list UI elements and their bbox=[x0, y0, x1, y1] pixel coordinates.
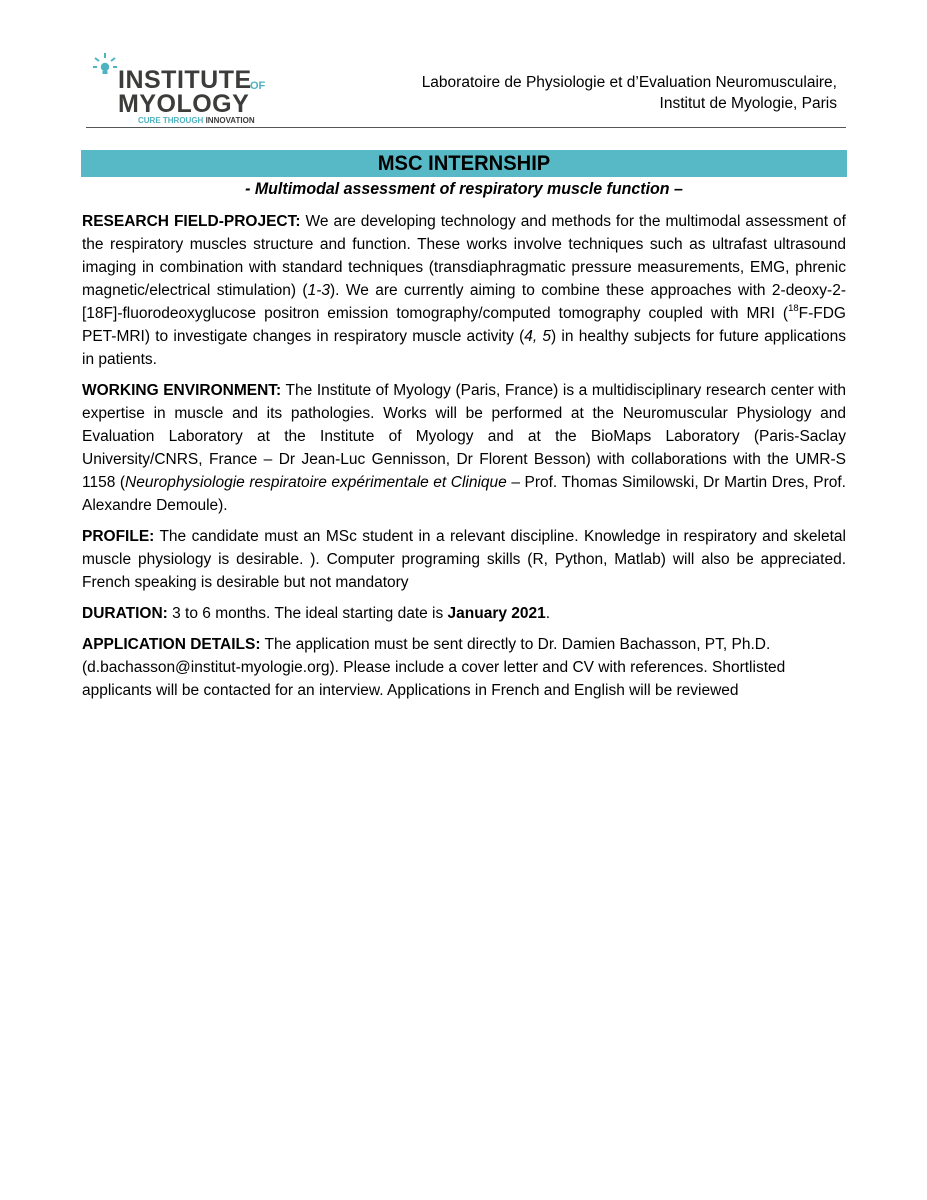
laboratory-name bbox=[422, 72, 837, 114]
section-text: ) in healthy subjects for future applications in patients. bbox=[82, 328, 846, 368]
section-text: ). We are currently aiming to combine these approaches with 2-deoxy-2-[18F]-fluorodeoxyglucose positron emission tomography/computed tomography coupled with MRI ( bbox=[82, 282, 846, 322]
citation-ref: 1-3 bbox=[307, 282, 330, 299]
logo-tagline-part1: CURE THROUGH bbox=[138, 116, 206, 125]
section-label: DURATION: bbox=[82, 605, 168, 622]
section-text: The candidate must an MSc student in a relevant discipline. Knowledge in respiratory and skeletal muscle physiology is desirable. ). Computer programing skills (R, Python, Matlab) will also be appreciated. French speaking is desirable but not mandatory bbox=[82, 528, 846, 591]
section-text: – Prof. Thomas Similowski, Dr Martin Dres, Prof. Alexandre Demoule). bbox=[82, 474, 846, 514]
institute-logo bbox=[86, 50, 276, 128]
section-duration bbox=[82, 602, 846, 625]
section-text: The Institute of Myology (Paris, France) is a multidisciplinary research center with expertise in muscle and its pathologies. Works will be performed at the Neuromuscular Physiology and Evaluation Laboratory at the Institute of Myology and at the BioMaps Laboratory (Paris-Saclay University/CNRS, France – Dr Jean-Luc Gennisson, Dr Florent Besson) with collaborations with the UMR-S 1158 ( bbox=[82, 382, 846, 491]
logo-tagline-part2: INNOVATION bbox=[205, 116, 255, 125]
logo-tagline bbox=[138, 117, 255, 125]
section-text: The application must be sent directly to Dr. Damien Bachasson, PT, Ph.D. (d.bachasson@institut-myologie.org). Please include a cover letter and CV with references. Shortlisted applicants will be contacted for an interview. Applications in French and English will be reviewed bbox=[82, 636, 786, 699]
citation-ref: 4, 5 bbox=[524, 328, 552, 345]
lab-line-1: Laboratoire de Physiologie et d’Evaluation Neuromusculaire, bbox=[421, 74, 837, 91]
superscript-isotope: 18 bbox=[788, 302, 799, 314]
section-profile bbox=[82, 525, 846, 594]
section-text: We are developing technology and methods for the multimodal assessment of the respiratory muscles structure and function. These works involve techniques such as ultrafast ultrasound imaging in combination with standard techniques (transdiaphragmatic pressure measurements, EMG, phrenic magnetic/electrical stimulation) ( bbox=[82, 213, 846, 299]
logo-text-myology: MYOLOGY bbox=[118, 90, 250, 118]
section-environment bbox=[82, 379, 846, 517]
document-body bbox=[82, 210, 846, 710]
logo-text-of: OF bbox=[250, 80, 266, 92]
section-application bbox=[82, 633, 846, 702]
section-text: . bbox=[545, 605, 551, 622]
section-text: F-FDG PET-MRI) to investigate changes in respiratory muscle activity ( bbox=[82, 305, 846, 345]
section-label: PROFILE: bbox=[82, 528, 155, 545]
section-label: APPLICATION DETAILS: bbox=[82, 636, 261, 653]
section-label: RESEARCH FIELD-PROJECT: bbox=[82, 213, 301, 230]
lightbulb-icon bbox=[92, 52, 118, 76]
unit-name: Neurophysiologie respiratoire expérimentale et Clinique bbox=[125, 474, 507, 491]
page-title: MSC INTERNSHIP bbox=[377, 152, 551, 175]
section-text: 3 to 6 months. The ideal starting date is bbox=[167, 605, 448, 622]
logo-text-institute: INSTITUTE bbox=[118, 66, 252, 94]
section-label: WORKING ENVIRONMENT: bbox=[82, 382, 282, 399]
start-date: January 2021 bbox=[447, 605, 546, 622]
lab-line-2: Institut de Myologie, Paris bbox=[659, 95, 837, 112]
header-divider bbox=[86, 127, 846, 128]
section-research bbox=[82, 210, 846, 371]
page-subtitle: - Multimodal assessment of respiratory muscle function – bbox=[245, 179, 683, 198]
